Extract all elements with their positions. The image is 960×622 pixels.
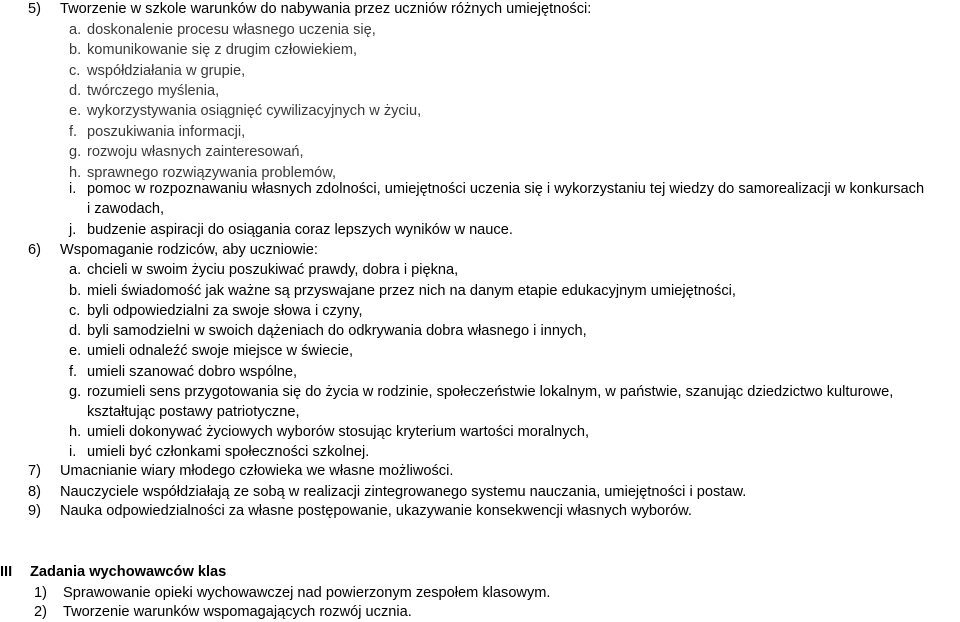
list-item-text: twórczego myślenia,	[87, 83, 220, 99]
section-title: Nauczyciele współdziałają ze sobą w realizacji zintegrowanego systemu nauczania, umiejętności i postaw.	[60, 484, 747, 500]
list-item-text: byli odpowiedzialni za swoje słowa i czyny,	[87, 303, 363, 319]
list-item-text: współdziałania w grupie,	[87, 63, 246, 79]
list-marker: 2)	[34, 604, 47, 620]
list-item-text: Tworzenie warunków wspomagających rozwój ucznia.	[63, 604, 412, 620]
list-item-text: rozumieli sens przygotowania się do życia w rodzinie, społeczeństwie lokalnym, w państwie, szanując dziedzictwo kulturowe,	[87, 384, 894, 400]
list-marker: f.	[69, 124, 78, 140]
list-item-text: umieli dokonywać życiowych wyborów stosując kryterium wartości moralnych,	[87, 424, 590, 440]
list-item-text: komunikowanie się z drugim człowiekiem,	[87, 42, 358, 58]
list-item-text: byli samodzielni w swoich dążeniach do odkrywania dobra własnego i innych,	[87, 323, 587, 339]
section-number: 6)	[28, 242, 41, 258]
list-marker: b.	[69, 42, 82, 58]
list-marker: 1)	[34, 585, 47, 601]
list-item-text: wykorzystywania osiągnięć cywilizacyjnych w życiu,	[87, 103, 422, 119]
list-item-text: chcieli w swoim życiu poszukiwać prawdy, dobra i piękna,	[87, 262, 459, 278]
list-item-text: poszukiwania informacji,	[87, 124, 246, 140]
list-item-text: rozwoju własnych zainteresowań,	[87, 144, 304, 160]
list-marker: j.	[69, 222, 77, 238]
list-marker: h.	[69, 424, 82, 440]
section-number: 8)	[28, 484, 41, 500]
list-item-text: budzenie aspiracji do osiągania coraz lepszych wyników w nauce.	[87, 222, 513, 238]
part-number: III	[0, 564, 13, 580]
section-number: 5)	[28, 1, 41, 17]
section-title: Nauka odpowiedzialności za własne postępowanie, ukazywanie konsekwencji własnych wyborów.	[60, 503, 692, 519]
list-marker: i.	[69, 444, 77, 460]
list-marker: a.	[69, 22, 82, 38]
list-item-text: umieli odnaleźć swoje miejsce w świecie,	[87, 343, 354, 359]
list-marker: b.	[69, 283, 82, 299]
list-item-text: pomoc w rozpoznawaniu własnych zdolności, umiejętności uczenia się i wykorzystaniu tej wiedzy do samorealizacji w konkursach	[87, 181, 925, 197]
section-title: Tworzenie w szkole warunków do nabywania przez uczniów różnych umiejętności:	[60, 1, 592, 17]
section-number: 9)	[28, 503, 41, 519]
list-item-text: sprawnego rozwiązywania problemów,	[87, 165, 337, 181]
section-title: Umacnianie wiary młodego człowieka we własne możliwości.	[60, 463, 454, 479]
list-marker: e.	[69, 103, 82, 119]
section-title: Wspomaganie rodziców, aby uczniowie:	[60, 242, 318, 258]
list-item-text: doskonalenie procesu własnego uczenia się,	[87, 22, 376, 38]
list-marker: i.	[69, 181, 77, 197]
section-number: 7)	[28, 463, 41, 479]
list-marker: d.	[69, 83, 82, 99]
list-item-text: kształtując postawy patriotyczne,	[87, 404, 300, 420]
list-item-text: mieli świadomość jak ważne są przyswajane przez nich na danym etapie edukacyjnym umiejętności,	[87, 283, 736, 299]
part-title: Zadania wychowawców klas	[30, 564, 227, 580]
list-item-text: i zawodach,	[87, 201, 165, 217]
list-marker: f.	[69, 364, 78, 380]
list-marker: g.	[69, 384, 82, 400]
list-marker: d.	[69, 323, 82, 339]
list-marker: a.	[69, 262, 82, 278]
list-marker: h.	[69, 165, 82, 181]
list-marker: c.	[69, 303, 81, 319]
list-item-text: Sprawowanie opieki wychowawczej nad powierzonym zespołem klasowym.	[63, 585, 551, 601]
list-marker: g.	[69, 144, 82, 160]
list-item-text: umieli być członkami społeczności szkolnej.	[87, 444, 370, 460]
list-item-text: umieli szanować dobro wspólne,	[87, 364, 298, 380]
list-marker: c.	[69, 63, 81, 79]
list-marker: e.	[69, 343, 82, 359]
